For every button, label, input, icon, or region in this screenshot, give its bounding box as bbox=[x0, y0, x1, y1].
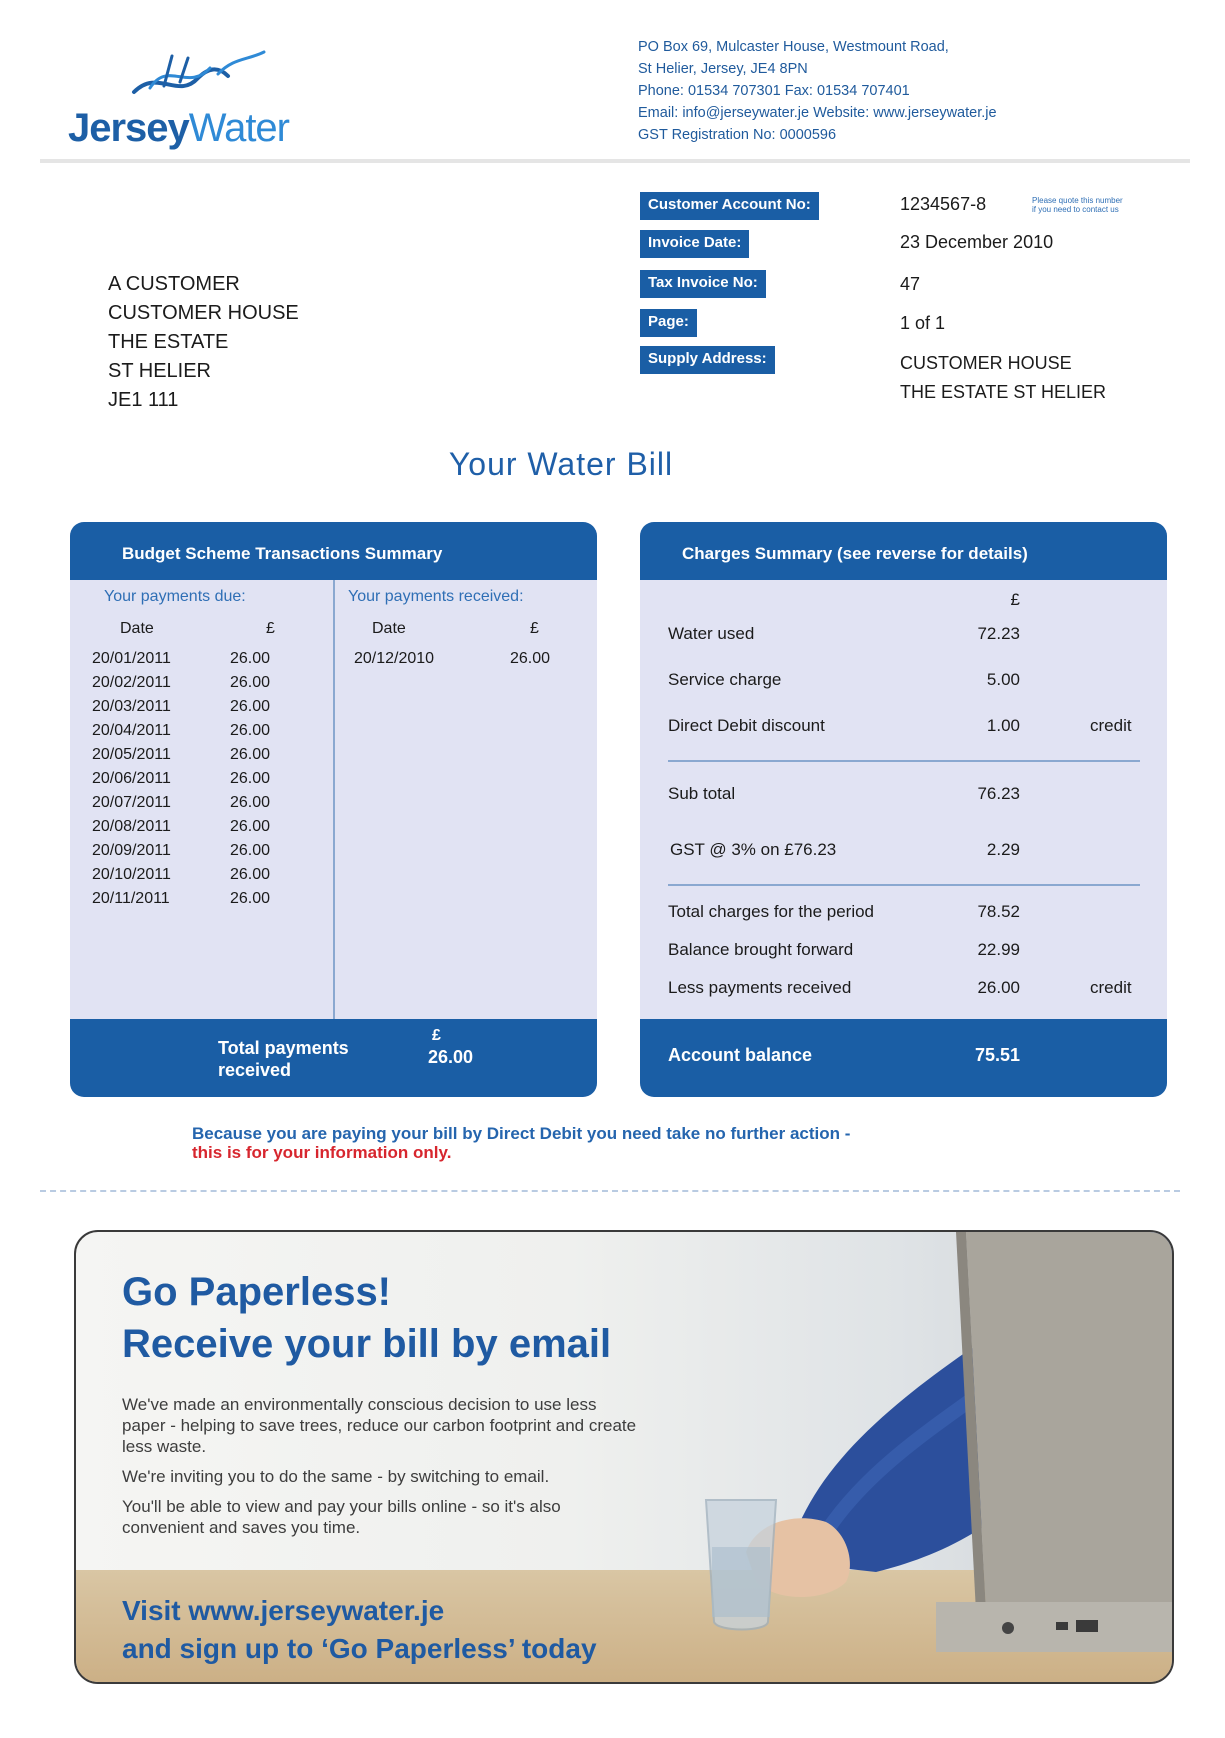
address-line: THE ESTATE bbox=[108, 331, 229, 353]
received-date-column-header: Date bbox=[372, 620, 406, 637]
credit-marker: credit bbox=[1090, 978, 1132, 997]
contact-address-line2: St Helier, Jersey, JE4 8PN bbox=[638, 61, 808, 77]
direct-debit-note: Because you are paying your bill by Direct Debit you need take no further action - this is for your information only. bbox=[192, 1124, 851, 1162]
header-divider bbox=[40, 159, 1190, 163]
total-payments-currency: £ bbox=[432, 1027, 441, 1044]
promo-paragraph: We're inviting you to do the same - by switching to email. bbox=[122, 1467, 550, 1486]
promo-paragraph: We've made an environmentally conscious decision to use less paper - helping to save trees, reduce our carbon footprint and create less waste. bbox=[122, 1395, 637, 1456]
contact-email-website: Email: info@jerseywater.je Website: www.jerseywater.je bbox=[638, 105, 997, 121]
promo-paragraph: You'll be able to view and pay your bills online - so it's also convenient and saves you time. bbox=[122, 1497, 561, 1537]
payment-due-row: 20/05/2011 26.00 bbox=[92, 746, 271, 763]
account-number-label: Customer Account No: bbox=[640, 192, 819, 220]
due-amount-column-header: £ bbox=[266, 620, 275, 637]
page-label: Page: bbox=[640, 309, 697, 337]
charges-divider bbox=[668, 760, 1140, 762]
company-contact-block bbox=[638, 36, 1198, 146]
contact-address-line1: PO Box 69, Mulcaster House, Westmount Road, bbox=[638, 39, 949, 55]
payment-received-row: 20/12/2010 26.00 bbox=[354, 650, 551, 667]
payment-due-row: 20/06/2011 26.00 bbox=[92, 770, 271, 787]
account-number-value: 1234567-8 bbox=[900, 194, 987, 214]
tear-off-divider bbox=[40, 1190, 1180, 1192]
contact-gst-number: GST Registration No: 0000596 bbox=[638, 127, 837, 143]
budget-panel-header bbox=[70, 522, 597, 580]
payment-due-row: 20/09/2011 26.00 bbox=[92, 842, 271, 859]
charges-panel-heading: Charges Summary (see reverse for details) bbox=[682, 544, 1028, 563]
credit-marker: credit bbox=[1090, 716, 1132, 735]
account-balance-footer: Account balance 75.51 bbox=[640, 1019, 1167, 1097]
charges-panel-header bbox=[640, 522, 1167, 580]
page-title: Your Water Bill bbox=[448, 446, 674, 482]
received-amount-column-header: £ bbox=[530, 620, 539, 637]
payments-due-heading: Your payments due: bbox=[104, 588, 246, 605]
go-paperless-promo bbox=[74, 1230, 1174, 1684]
wave-logo-icon bbox=[68, 48, 328, 108]
payment-due-row: 20/04/2011 26.00 bbox=[92, 722, 271, 739]
tax-invoice-label: Tax Invoice No: bbox=[640, 270, 766, 298]
account-number-note: Please quote this number if you need to contact us bbox=[1032, 196, 1123, 214]
budget-total-footer bbox=[70, 1019, 597, 1097]
supply-address-value: CUSTOMER HOUSE THE ESTATE ST HELIER bbox=[900, 353, 1107, 402]
budget-column-divider bbox=[333, 580, 335, 1019]
total-payments-value: 26.00 bbox=[428, 1047, 474, 1067]
address-line: ST HELIER bbox=[108, 360, 211, 382]
address-line: A CUSTOMER bbox=[108, 273, 240, 295]
promo-title: Go Paperless! Receive your bill by email bbox=[122, 1270, 612, 1366]
payment-due-row: 20/11/2011 26.00 bbox=[92, 890, 271, 907]
payment-due-row: 20/08/2011 26.00 bbox=[92, 818, 271, 835]
laptop-and-water-glass-image bbox=[636, 1232, 1172, 1682]
account-balance-label: Account balance bbox=[668, 1045, 813, 1065]
budget-panel-heading: Budget Scheme Transactions Summary bbox=[122, 544, 443, 563]
total-payments-label: Total payments received bbox=[218, 1038, 349, 1080]
address-line: CUSTOMER HOUSE bbox=[108, 302, 299, 324]
due-date-column-header: Date bbox=[120, 620, 154, 637]
invoice-date-label: Invoice Date: bbox=[640, 230, 749, 258]
charges-divider bbox=[668, 884, 1140, 886]
page-value: 1 of 1 bbox=[900, 313, 946, 333]
tax-invoice-value: 47 bbox=[900, 274, 921, 294]
payment-due-row: 20/02/2011 26.00 bbox=[92, 674, 271, 691]
payments-received-heading: Your payments received: bbox=[348, 588, 524, 605]
charges-summary-panel: Charges Summary (see reverse for details) £ Water used 72.23 Service charge 5.00 Direct Debit discount 1.00 credit Sub total 76.23 GST @ 3% on £76.23 2.29 Total charges for the period 78.52 Balance brought forward 22.99 Less payments received 26.00 credit Account balance 75.51 bbox=[640, 522, 1167, 1097]
customer-address bbox=[108, 270, 299, 415]
payment-due-row: 20/01/2011 26.00 bbox=[92, 650, 271, 667]
payment-due-row: 20/03/2011 26.00 bbox=[92, 698, 271, 715]
supply-address-label: Supply Address: bbox=[640, 346, 775, 374]
promo-call-to-action: Visit www.jerseywater.je and sign up to ‘Go Paperless’ today bbox=[122, 1595, 597, 1664]
invoice-date-value: 23 December 2010 bbox=[900, 232, 1054, 252]
payment-due-row: 20/10/2011 26.00 bbox=[92, 866, 271, 883]
budget-summary-panel bbox=[70, 522, 597, 1097]
jersey-water-logo bbox=[68, 48, 328, 158]
promo-body bbox=[122, 1394, 642, 1547]
address-line: JE1 111 bbox=[108, 389, 179, 411]
logo-wordmark: JerseyWater bbox=[68, 106, 289, 150]
contact-phone-fax: Phone: 01534 707301 Fax: 01534 707401 bbox=[638, 83, 910, 99]
payment-due-row: 20/07/2011 26.00 bbox=[92, 794, 271, 811]
